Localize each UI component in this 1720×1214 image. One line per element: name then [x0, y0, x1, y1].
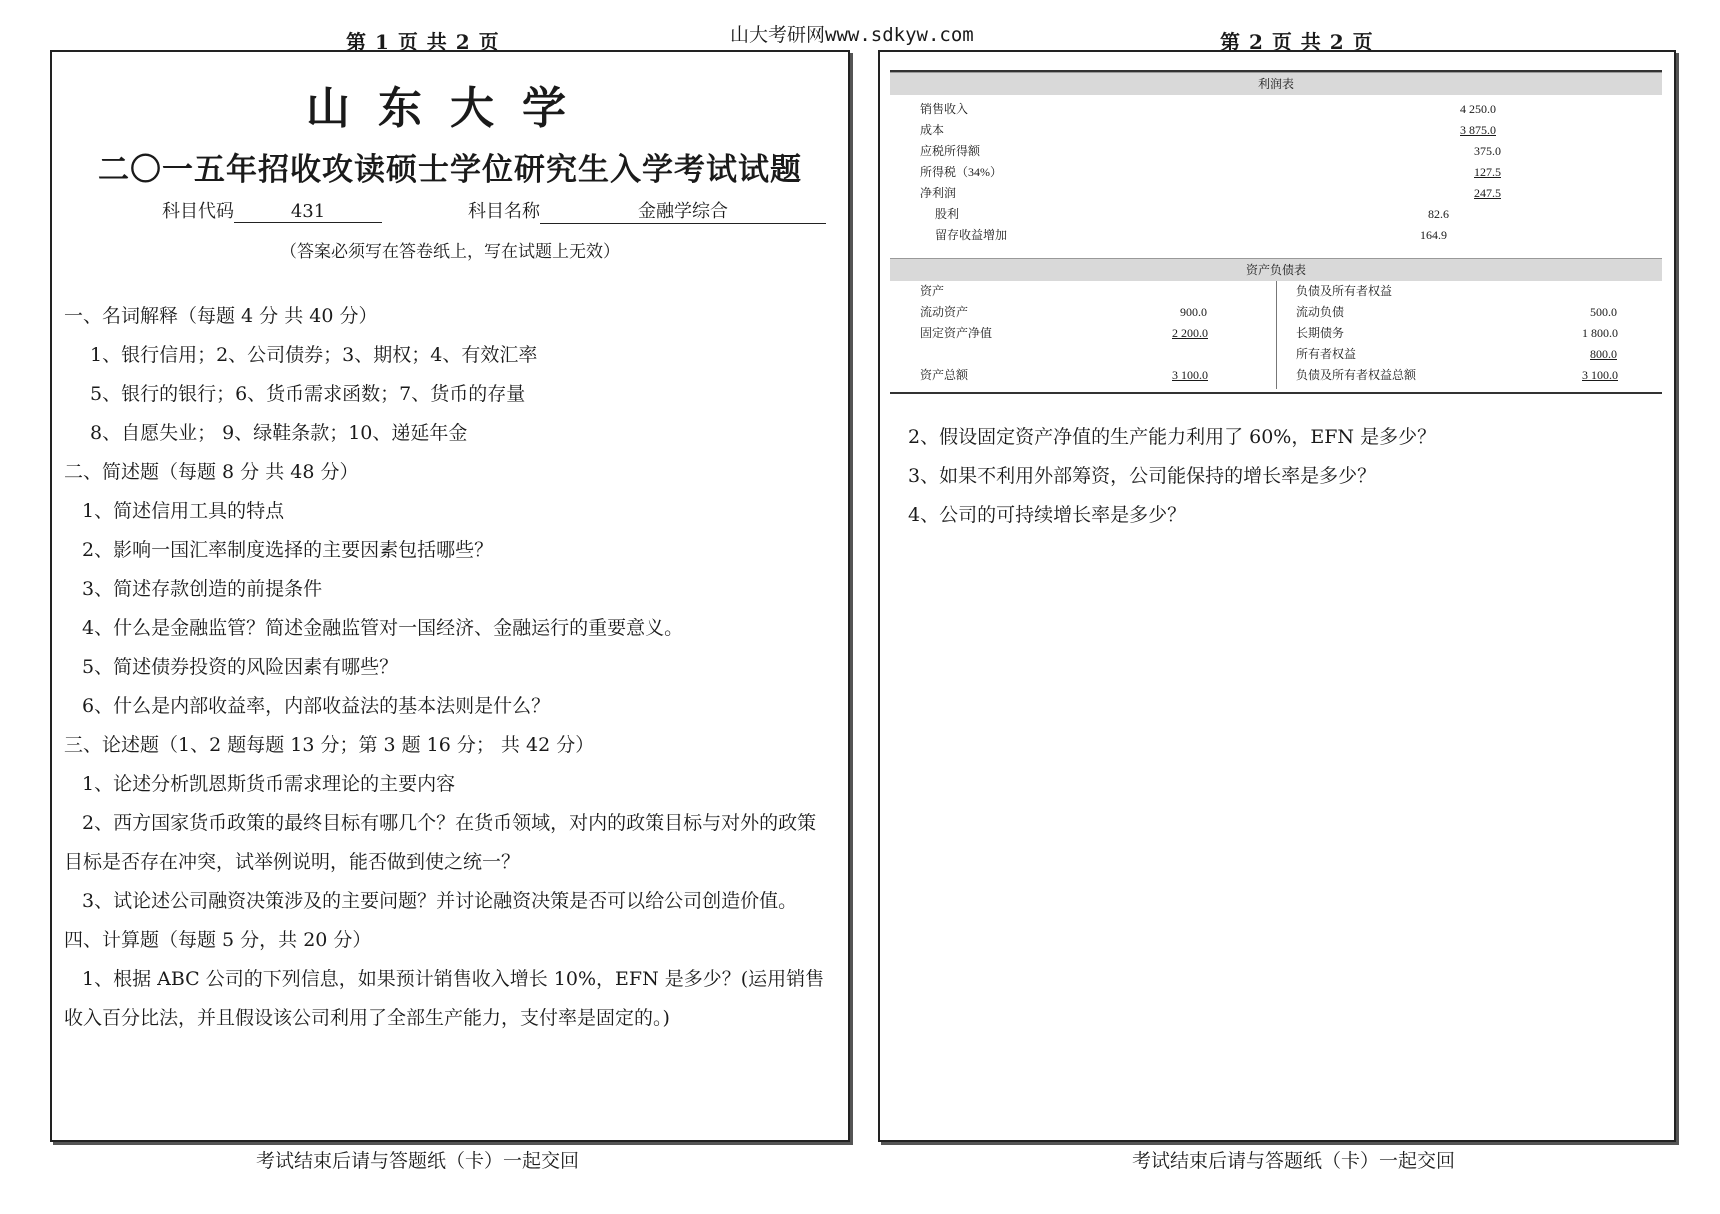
question-line: 5、银行的银行；6、货币需求函数；7、货币的存量 [90, 383, 526, 405]
question-line: 目标是否存在冲突，试举例说明，能否做到使之统一？ [64, 851, 521, 873]
table-row [890, 323, 1662, 344]
exam-page-1 [50, 50, 850, 1142]
row-value: 500.0 [1590, 305, 1617, 319]
subject-code-field [162, 197, 382, 223]
row-label: 负债及所有者权益总额 [1296, 368, 1417, 382]
site-watermark [730, 20, 974, 47]
row-value: 1 800.0 [1582, 326, 1618, 340]
table-row [890, 204, 1662, 225]
question-line: 2、假设固定资产净值的生产能力利用了 60%，EFN 是多少？ [908, 426, 1437, 448]
question-line: 3、简述存款创造的前提条件 [82, 578, 323, 600]
income-statement-title: 利润表 [890, 72, 1662, 95]
row-label: 流动资产 [920, 305, 969, 319]
row-value: 3 875.0 [1460, 123, 1496, 137]
site-name: 山大考研网 [730, 24, 826, 46]
table-row [890, 120, 1662, 141]
subject-name-label: 科目名称 [468, 201, 540, 222]
assets-header: 资产 [920, 284, 945, 298]
question-line: 4、什么是金融监管？简述金融监管对一国经济、金融运行的重要意义。 [82, 617, 684, 639]
page-number-left: 第 1 页 共 2 页 [346, 30, 500, 54]
table-row [890, 344, 1662, 365]
row-label: 所得税（34%） [920, 165, 1002, 179]
row-label: 应税所得额 [920, 144, 981, 158]
row-value: 247.5 [1474, 186, 1501, 200]
balance-sheet-table [890, 258, 1662, 389]
row-label: 净利润 [920, 186, 957, 200]
question-list [64, 297, 840, 1038]
row-value: 3 100.0 [1582, 368, 1618, 382]
question-line: 5、简述债券投资的风险因素有哪些？ [82, 656, 399, 678]
liabilities-header: 负债及所有者权益 [1296, 284, 1393, 298]
site-url: www.sdkyw.com [825, 24, 974, 46]
page-number-right: 第 2 页 共 2 页 [1220, 30, 1374, 54]
question-line: 收入百分比法，并且假设该公司利用了全部生产能力，支付率是固定的。) [64, 1007, 670, 1029]
row-value: 800.0 [1590, 347, 1617, 361]
row-value: 900.0 [1180, 305, 1207, 319]
table-bottom-rule [890, 392, 1662, 394]
row-value: 82.6 [1428, 207, 1449, 221]
row-value: 375.0 [1474, 144, 1501, 158]
answer-instruction: （答案必须写在答卷纸上，写在试题上无效） [280, 242, 620, 262]
exam-title: 二〇一五年招收攻读硕士学位研究生入学考试试题 [98, 152, 802, 188]
table-row [890, 365, 1662, 386]
row-value: 3 100.0 [1172, 368, 1208, 382]
row-label: 销售收入 [920, 102, 969, 116]
row-value: 4 250.0 [1460, 102, 1496, 116]
question-line: 3、试论述公司融资决策涉及的主要问题？并讨论融资决策是否可以给公司创造价值。 [82, 890, 798, 912]
table-row [890, 281, 1662, 302]
row-label: 留存收益增加 [935, 228, 1008, 242]
row-label: 成本 [920, 123, 945, 137]
question-line: 1、根据 ABC 公司的下列信息，如果预计销售收入增长 10%，EFN 是多少？(运用销售 [82, 968, 825, 990]
table-row [890, 99, 1662, 120]
question-line: 8、自愿失业； 9、绿鞋条款；10、递延年金 [90, 422, 468, 444]
row-label: 资产总额 [920, 368, 969, 382]
table-row [890, 302, 1662, 323]
exam-page-2 [878, 50, 1676, 1142]
row-label: 长期债务 [1296, 326, 1345, 340]
subject-code-label: 科目代码 [162, 201, 234, 222]
question-line: 2、影响一国汇率制度选择的主要因素包括哪些？ [82, 539, 494, 561]
table-row [890, 162, 1662, 183]
income-statement-table [890, 72, 1662, 246]
question-line: 4、公司的可持续增长率是多少？ [908, 504, 1187, 526]
row-value: 2 200.0 [1172, 326, 1208, 340]
question-line: 2、西方国家货币政策的最终目标有哪几个？在货币领域，对内的政策目标与对外的政策 [82, 812, 817, 834]
subject-name-value: 金融学综合 [540, 197, 826, 224]
balance-sheet-body [890, 281, 1662, 389]
subject-code-value: 431 [234, 201, 382, 223]
row-value: 164.9 [1420, 228, 1447, 242]
table-row [890, 141, 1662, 162]
question-line: 1、简述信用工具的特点 [82, 500, 285, 522]
section-heading: 二、简述题（每题 8 分 共 48 分） [64, 461, 359, 483]
question-line: 3、如果不利用外部筹资，公司能保持的增长率是多少？ [908, 465, 1377, 487]
table-row [890, 183, 1662, 204]
row-label: 固定资产净值 [920, 326, 993, 340]
footer-right: 考试结束后请与答题纸（卡）一起交回 [1132, 1150, 1456, 1172]
row-label: 流动负债 [1296, 305, 1345, 319]
row-value: 127.5 [1474, 165, 1501, 179]
section-heading: 一、名词解释（每题 4 分 共 40 分） [64, 305, 378, 327]
table-row [890, 225, 1662, 246]
question-line: 1、论述分析凯恩斯货币需求理论的主要内容 [82, 773, 456, 795]
question-line: 1、银行信用；2、公司债券；3、期权；4、有效汇率 [90, 344, 538, 366]
footer-left: 考试结束后请与答题纸（卡）一起交回 [256, 1150, 580, 1172]
section-heading: 三、论述题（1、2 题每题 13 分；第 3 题 16 分； 共 42 分） [64, 734, 595, 756]
row-label: 股利 [935, 207, 960, 221]
question-line: 6、什么是内部收益率，内部收益法的基本法则是什么？ [82, 695, 551, 717]
balance-sheet-title: 资产负债表 [890, 258, 1662, 281]
university-name: 山东大学 [306, 83, 594, 134]
subject-name-field [468, 197, 826, 224]
section-heading: 四、计算题（每题 5 分，共 20 分） [64, 929, 372, 951]
row-label: 所有者权益 [1296, 347, 1357, 361]
